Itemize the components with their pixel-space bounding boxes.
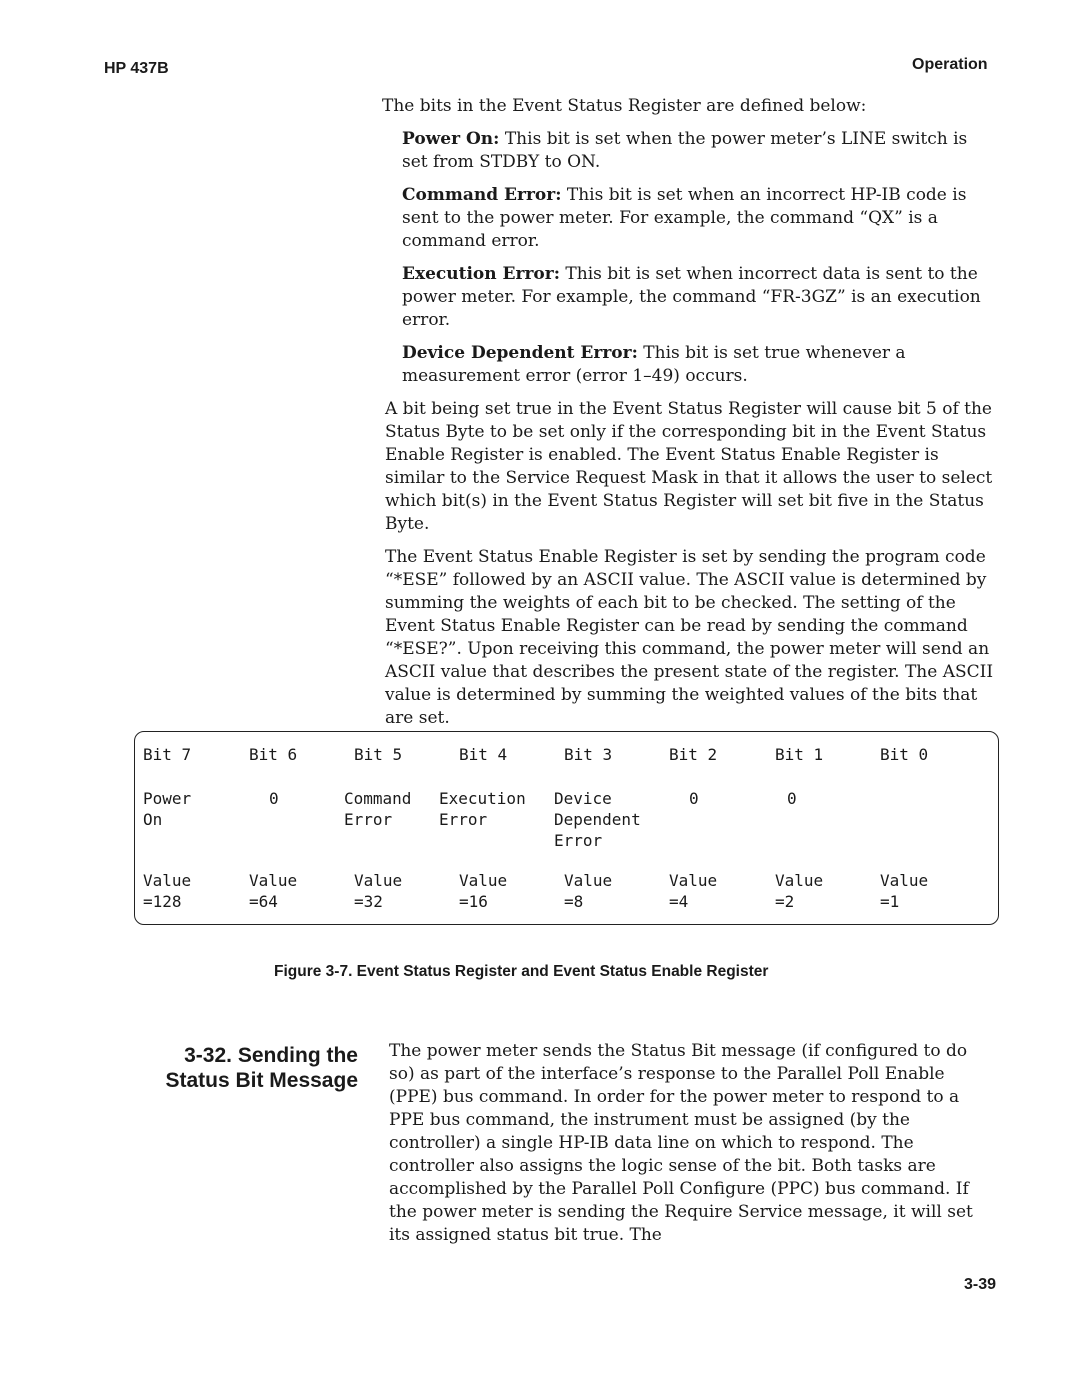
definition-device-dependent-error — [402, 342, 992, 388]
bit-value-label: Value — [669, 871, 718, 890]
bit-weight: =2 — [775, 892, 795, 911]
header-title: HP 437B — [104, 60, 169, 77]
paragraph: A bit being set true in the Event Status Register will cause bit 5 of the Status Byte to be set only if the corresponding bit in the Event Status Enable Register is enabled. The Event Status Enable Register is similar to the Service Request Mask in that it allows the user to select which bit(s) in the Event Status Register will set bit five in the Status Byte. — [385, 399, 993, 534]
bit-value-label: Value — [564, 871, 613, 890]
bit-label: Bit 3 — [564, 745, 613, 764]
bit-label: Bit 6 — [249, 745, 298, 764]
definition-term: Power On: — [402, 129, 500, 149]
bit-function: Command Error — [344, 789, 412, 829]
bit-weight: =4 — [669, 892, 689, 911]
section-heading-line: 3-32. Sending the — [184, 1044, 358, 1067]
section-heading-line: Status Bit Message — [165, 1069, 358, 1092]
definition-text: This bit is set true whenever a measurement error (error 1–49) occurs. — [402, 343, 906, 386]
definition-power-on — [402, 128, 992, 174]
paragraph: The Event Status Enable Register is set by sending the program code “*ESE” followed by an ASCII value. The ASCII value is determined by summing the weights of each bit to be checked. The setting of the Event Status Enable Register can be read by sending the command “*ESE?”. Upon receiving this command, the power meter will send an ASCII value that describes the present state of the register. The ASCII value is determined by summing the weighted values of the bits that are set. — [385, 547, 994, 728]
bit-label: Bit 7 — [143, 745, 192, 764]
definition-text: This bit is set when an incorrect HP-IB code is sent to the power meter. For example, the command “QX” is a command error. — [402, 185, 967, 251]
bit-value-label: Value — [354, 871, 403, 890]
section-heading — [140, 1043, 358, 1093]
bit-function: Device Dependent Error — [554, 789, 641, 850]
header-section: Operation — [912, 56, 988, 73]
bit-label: Bit 4 — [459, 745, 508, 764]
bit-label: Bit 5 — [354, 745, 403, 764]
bit-weight: =128 — [143, 892, 182, 911]
bit-function: Execution Error — [439, 789, 526, 829]
definition-term: Command Error: — [402, 185, 562, 205]
bit-label: Bit 1 — [775, 745, 824, 764]
definition-term: Execution Error: — [402, 264, 560, 284]
bit-weight: =16 — [459, 892, 488, 911]
bit-value-label: Value — [880, 871, 929, 890]
figure-caption: Figure 3-7. Event Status Register and Event Status Enable Register — [274, 963, 769, 980]
definition-execution-error — [402, 263, 992, 332]
definition-term: Device Dependent Error: — [402, 343, 638, 363]
bit-weight: =64 — [249, 892, 278, 911]
bit-label: Bit 0 — [880, 745, 929, 764]
bit-function: 0 — [269, 789, 279, 808]
definition-text: This bit is set when the power meter’s LINE switch is set from STDBY to ON. — [402, 129, 968, 172]
bit-function: 0 — [787, 789, 797, 808]
definition-text: This bit is set when incorrect data is sent to the power meter. For example, the command “FR-3GZ” is an execution error. — [402, 264, 981, 330]
bit-value-label: Value — [775, 871, 824, 890]
intro-text: The bits in the Event Status Register are defined below: — [382, 96, 867, 116]
bit-value-label: Value — [143, 871, 192, 890]
bit-function: Power On — [143, 789, 192, 829]
definition-list — [402, 128, 992, 398]
section-body — [389, 1040, 994, 1247]
bit-function: 0 — [689, 789, 699, 808]
bit-value-label: Value — [249, 871, 298, 890]
bit-value-label: Value — [459, 871, 508, 890]
paragraph: The power meter sends the Status Bit message (if configured to do so) as part of the interface’s response to the Parallel Poll Enable (PPE) bus command. In order for the power meter to respond to a PPE bus command, the instrument must be assigned (by the controller) a single HP-IB data line on which to respond. The controller also assigns the logic sense of the bit. Both tasks are accomplished by the Parallel Poll Configure (PPC) bus command. If the power meter is sending the Require Service message, it will set its assigned status bit true. The — [389, 1041, 973, 1245]
bit-weight: =32 — [354, 892, 383, 911]
body-paragraphs — [385, 398, 995, 740]
bit-weight: =1 — [880, 892, 900, 911]
register-diagram — [134, 731, 999, 925]
page-number: 3-39 — [964, 1276, 997, 1293]
bit-weight: =8 — [564, 892, 584, 911]
bit-label: Bit 2 — [669, 745, 718, 764]
definition-command-error — [402, 184, 992, 253]
